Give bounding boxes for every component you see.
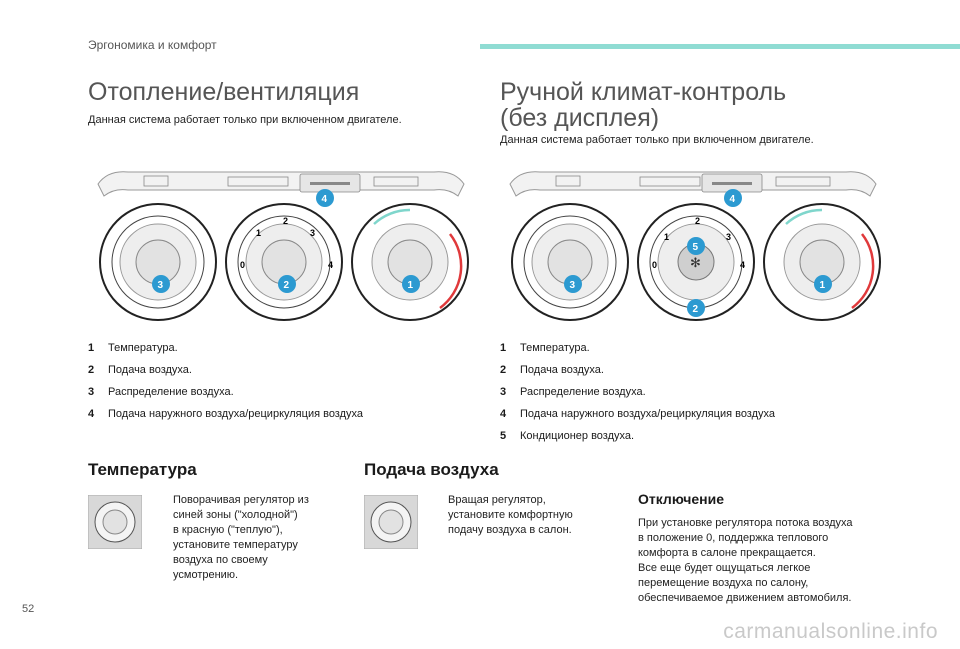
right-panel-illustration	[500, 160, 886, 330]
left-title: Отопление/вентиляция	[88, 78, 360, 106]
svg-text:4: 4	[321, 194, 328, 205]
header-accent-bar	[480, 44, 960, 49]
temperature-heading: Температура	[88, 460, 197, 479]
svg-text:1: 1	[819, 280, 826, 291]
left-badge-2	[278, 275, 296, 293]
left-panel-illustration	[88, 160, 474, 330]
temperature-knob-thumbnail	[88, 495, 142, 549]
svg-text:5: 5	[692, 242, 699, 253]
right-badge-1	[814, 275, 832, 293]
svg-text:4: 4	[729, 194, 736, 205]
right-knob-distribution	[512, 204, 628, 320]
legend-item: 3 Распределение воздуха.	[88, 386, 234, 398]
svg-text:2: 2	[283, 280, 290, 291]
svg-text:2: 2	[692, 304, 699, 315]
right-knob-label-2: 2	[695, 216, 701, 226]
left-knob-label-4: 4	[328, 260, 334, 270]
legend-item: 4 Подача наружного воздуха/рециркуляция воздуха	[500, 408, 776, 420]
left-badge-4	[316, 189, 334, 207]
off-text: При установке регулятора потока воздуха в положение 0, поддержка теплового комфорта в салоне прекращается. Все еще будет ощущаться легкое перемещение воздуха по салону, обеспечиваемое движением автомобиля.	[638, 517, 853, 604]
right-knob-temperature	[764, 204, 880, 320]
left-badge-1	[402, 275, 420, 293]
right-title-line1: Ручной климат-контроль	[500, 78, 787, 106]
airflow-text: Вращая регулятор, установите комфортную подачу воздуха в салон.	[448, 494, 573, 536]
legend-item: 4 Подача наружного воздуха/рециркуляция воздуха	[88, 408, 364, 420]
off-heading: Отключение	[638, 491, 725, 507]
temperature-text: Поворачивая регулятор из синей зоны ("холодной") в красную ("теплую"), установите температуру воздуха по своему усмотрению.	[173, 494, 309, 581]
left-intro: Данная система работает только при включенном двигателе.	[88, 114, 402, 126]
left-knob-temperature	[352, 204, 468, 320]
left-knob-distribution	[100, 204, 216, 320]
right-knob-label-3: 3	[726, 232, 732, 242]
right-badge-4	[724, 189, 742, 207]
svg-text:3: 3	[157, 280, 164, 291]
right-title-line2: (без дисплея)	[500, 104, 660, 132]
left-knob-label-0: 0	[240, 260, 246, 270]
right-knob-label-0: 0	[652, 260, 658, 270]
left-badge-3	[152, 275, 170, 293]
right-knob-label-4: 4	[740, 260, 746, 270]
airflow-knob-thumbnail	[364, 495, 418, 549]
section-header: Эргономика и комфорт	[88, 38, 217, 52]
right-intro: Данная система работает только при включенном двигателе.	[500, 134, 814, 146]
right-badge-2	[687, 299, 705, 317]
left-legend	[88, 342, 363, 430]
legend-item: 5 Кондиционер воздуха.	[500, 430, 635, 442]
page-number: 52	[22, 603, 35, 615]
right-badge-3	[564, 275, 582, 293]
right-knob-label-1: 1	[664, 232, 670, 242]
watermark: carmanualsonline.info	[723, 620, 938, 643]
legend-item: 3 Распределение воздуха.	[500, 386, 646, 398]
left-knob-label-3: 3	[310, 228, 316, 238]
ac-snowflake-icon: ✻	[690, 255, 701, 270]
right-badge-5	[687, 237, 705, 255]
legend-item: 1 Температура.	[500, 342, 590, 354]
airflow-heading: Подача воздуха	[364, 460, 499, 479]
legend-item: 2 Подача воздуха.	[500, 364, 604, 376]
left-knob-label-2: 2	[283, 216, 289, 226]
legend-item: 2 Подача воздуха.	[88, 364, 192, 376]
legend-item: 1 Температура.	[88, 342, 178, 354]
svg-text:3: 3	[569, 280, 576, 291]
right-legend	[500, 342, 775, 452]
left-knob-label-1: 1	[256, 228, 262, 238]
svg-text:1: 1	[407, 280, 414, 291]
